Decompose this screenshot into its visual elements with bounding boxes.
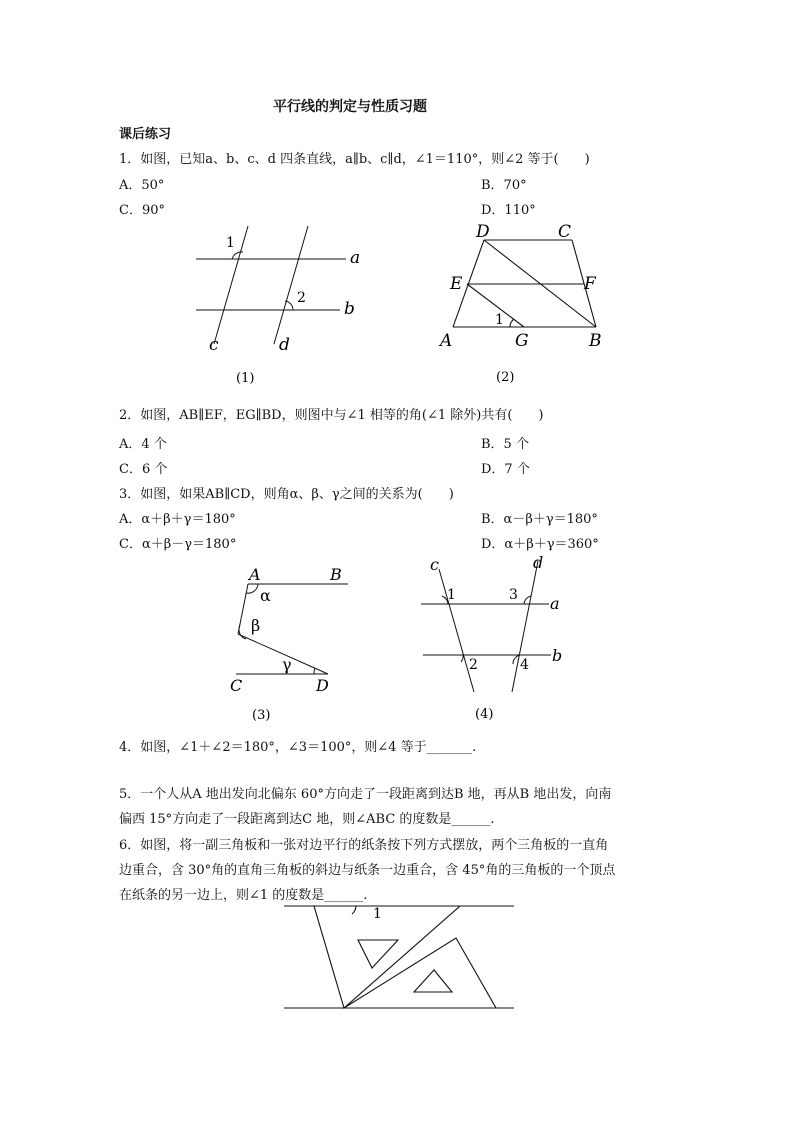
figure-1-caption: (1) (236, 371, 255, 386)
label-a: A (249, 565, 261, 584)
angle-1-label: 1 (226, 235, 235, 251)
label-c: c (430, 555, 439, 574)
angle-1-label: 1 (447, 587, 456, 603)
section-heading: 课后练习 (119, 127, 172, 142)
question-3: 3．如图，如果AB∥CD，则角α、β、γ之间的关系为( ) (119, 487, 454, 502)
question-6-line-1: 6．如图，将一副三角板和一张对边平行的纸条按下列方式摆放，两个三角板的一直角 (119, 838, 609, 853)
q3-option-b[interactable]: B．α－β＋γ＝180° (481, 512, 598, 527)
page-title: 平行线的判定与性质习题 (273, 99, 427, 115)
angle-4-label: 4 (520, 657, 529, 673)
question-6-line-2: 边重合，含 30°角的直角三角板的斜边与纸条一边重合，含 45°角的三角板的一个顶点 (119, 863, 616, 878)
triangle-45-outline (344, 938, 496, 1008)
label-a: A (440, 331, 453, 351)
q3-option-c[interactable]: C．α＋β－γ＝180° (119, 537, 237, 552)
angle-1-arc (352, 906, 356, 914)
figure-3-caption: (3) (252, 708, 271, 723)
figure-4-caption: (4) (475, 707, 494, 722)
label-b: b (344, 299, 355, 319)
beta-label: β (251, 616, 261, 635)
q1-option-c[interactable]: C．90° (119, 203, 165, 218)
figure-3 (222, 560, 362, 725)
label-b: B (589, 331, 602, 351)
figure-2 (436, 220, 616, 390)
angle-2-arc (461, 655, 463, 662)
label-b: B (330, 565, 342, 584)
angle-1-label: 1 (495, 312, 504, 328)
q3-option-d[interactable]: D．α＋β＋γ＝360° (481, 537, 599, 552)
angle-1-arc (510, 319, 514, 327)
line-d (274, 226, 308, 344)
q2-option-c[interactable]: C．6 个 (119, 462, 168, 477)
figure-1 (190, 222, 380, 392)
question-4: 4．如图，∠1＋∠2＝180°，∠3＝100°，则∠4 等于_______. (119, 740, 477, 755)
angle-2-label: 2 (297, 290, 306, 306)
figure-6 (280, 900, 520, 1015)
gamma-label: γ (282, 655, 292, 674)
q2-option-a[interactable]: A．4 个 (119, 437, 167, 452)
label-a: a (550, 594, 560, 613)
line-c (439, 569, 474, 692)
figure-4 (415, 555, 575, 725)
gamma-arc (314, 668, 315, 674)
q3-option-a[interactable]: A．α＋β＋γ＝180° (119, 512, 236, 527)
question-6-line-3: 在纸条的另一边上，则∠1 的度数是______. (119, 888, 368, 903)
question-5-line-1: 5．一个人从A 地出发向北偏东 60°方向走了一段距离到达B 地，再从B 地出发，向南 (119, 787, 612, 802)
question-5-line-2: 偏西 15°方向走了一段距离到达C 地，则∠ABC 的度数是______. (119, 812, 495, 827)
label-e: E (450, 274, 463, 294)
alpha-label: α (260, 586, 271, 605)
label-a: a (350, 248, 361, 268)
angle-1-arc (232, 252, 243, 259)
angle-3-label: 3 (509, 587, 518, 603)
figure-2-caption: (2) (496, 370, 515, 385)
triangle-30-outline (314, 906, 460, 1008)
label-c: C (558, 222, 572, 242)
triangle-30-inner-hole (358, 940, 398, 968)
q1-option-a[interactable]: A．50° (119, 178, 165, 193)
question-1: 1．如图，已知a、b、c、d 四条直线，a∥b、c∥d，∠1＝110°，则∠2 等于( ) (119, 152, 590, 167)
label-d: D (316, 676, 329, 695)
label-b: b (552, 646, 563, 665)
angle-1-label: 1 (373, 906, 382, 922)
label-g: G (515, 331, 529, 351)
q2-option-b[interactable]: B．5 个 (481, 437, 529, 452)
label-c: c (209, 335, 219, 355)
triangle-45-inner-hole (414, 970, 452, 992)
q1-option-b[interactable]: B．70° (481, 178, 527, 193)
label-d: d (533, 555, 544, 572)
q1-option-d[interactable]: D．110° (481, 203, 536, 218)
q2-option-d[interactable]: D．7 个 (481, 462, 530, 477)
angle-2-label: 2 (469, 657, 478, 673)
label-f: F (584, 274, 596, 294)
label-c: C (230, 676, 243, 695)
label-d: d (279, 335, 290, 355)
question-2: 2．如图，AB∥EF，EG∥BD，则图中与∠1 相等的角(∠1 除外)共有( ) (119, 408, 544, 423)
label-d: D (476, 222, 490, 242)
